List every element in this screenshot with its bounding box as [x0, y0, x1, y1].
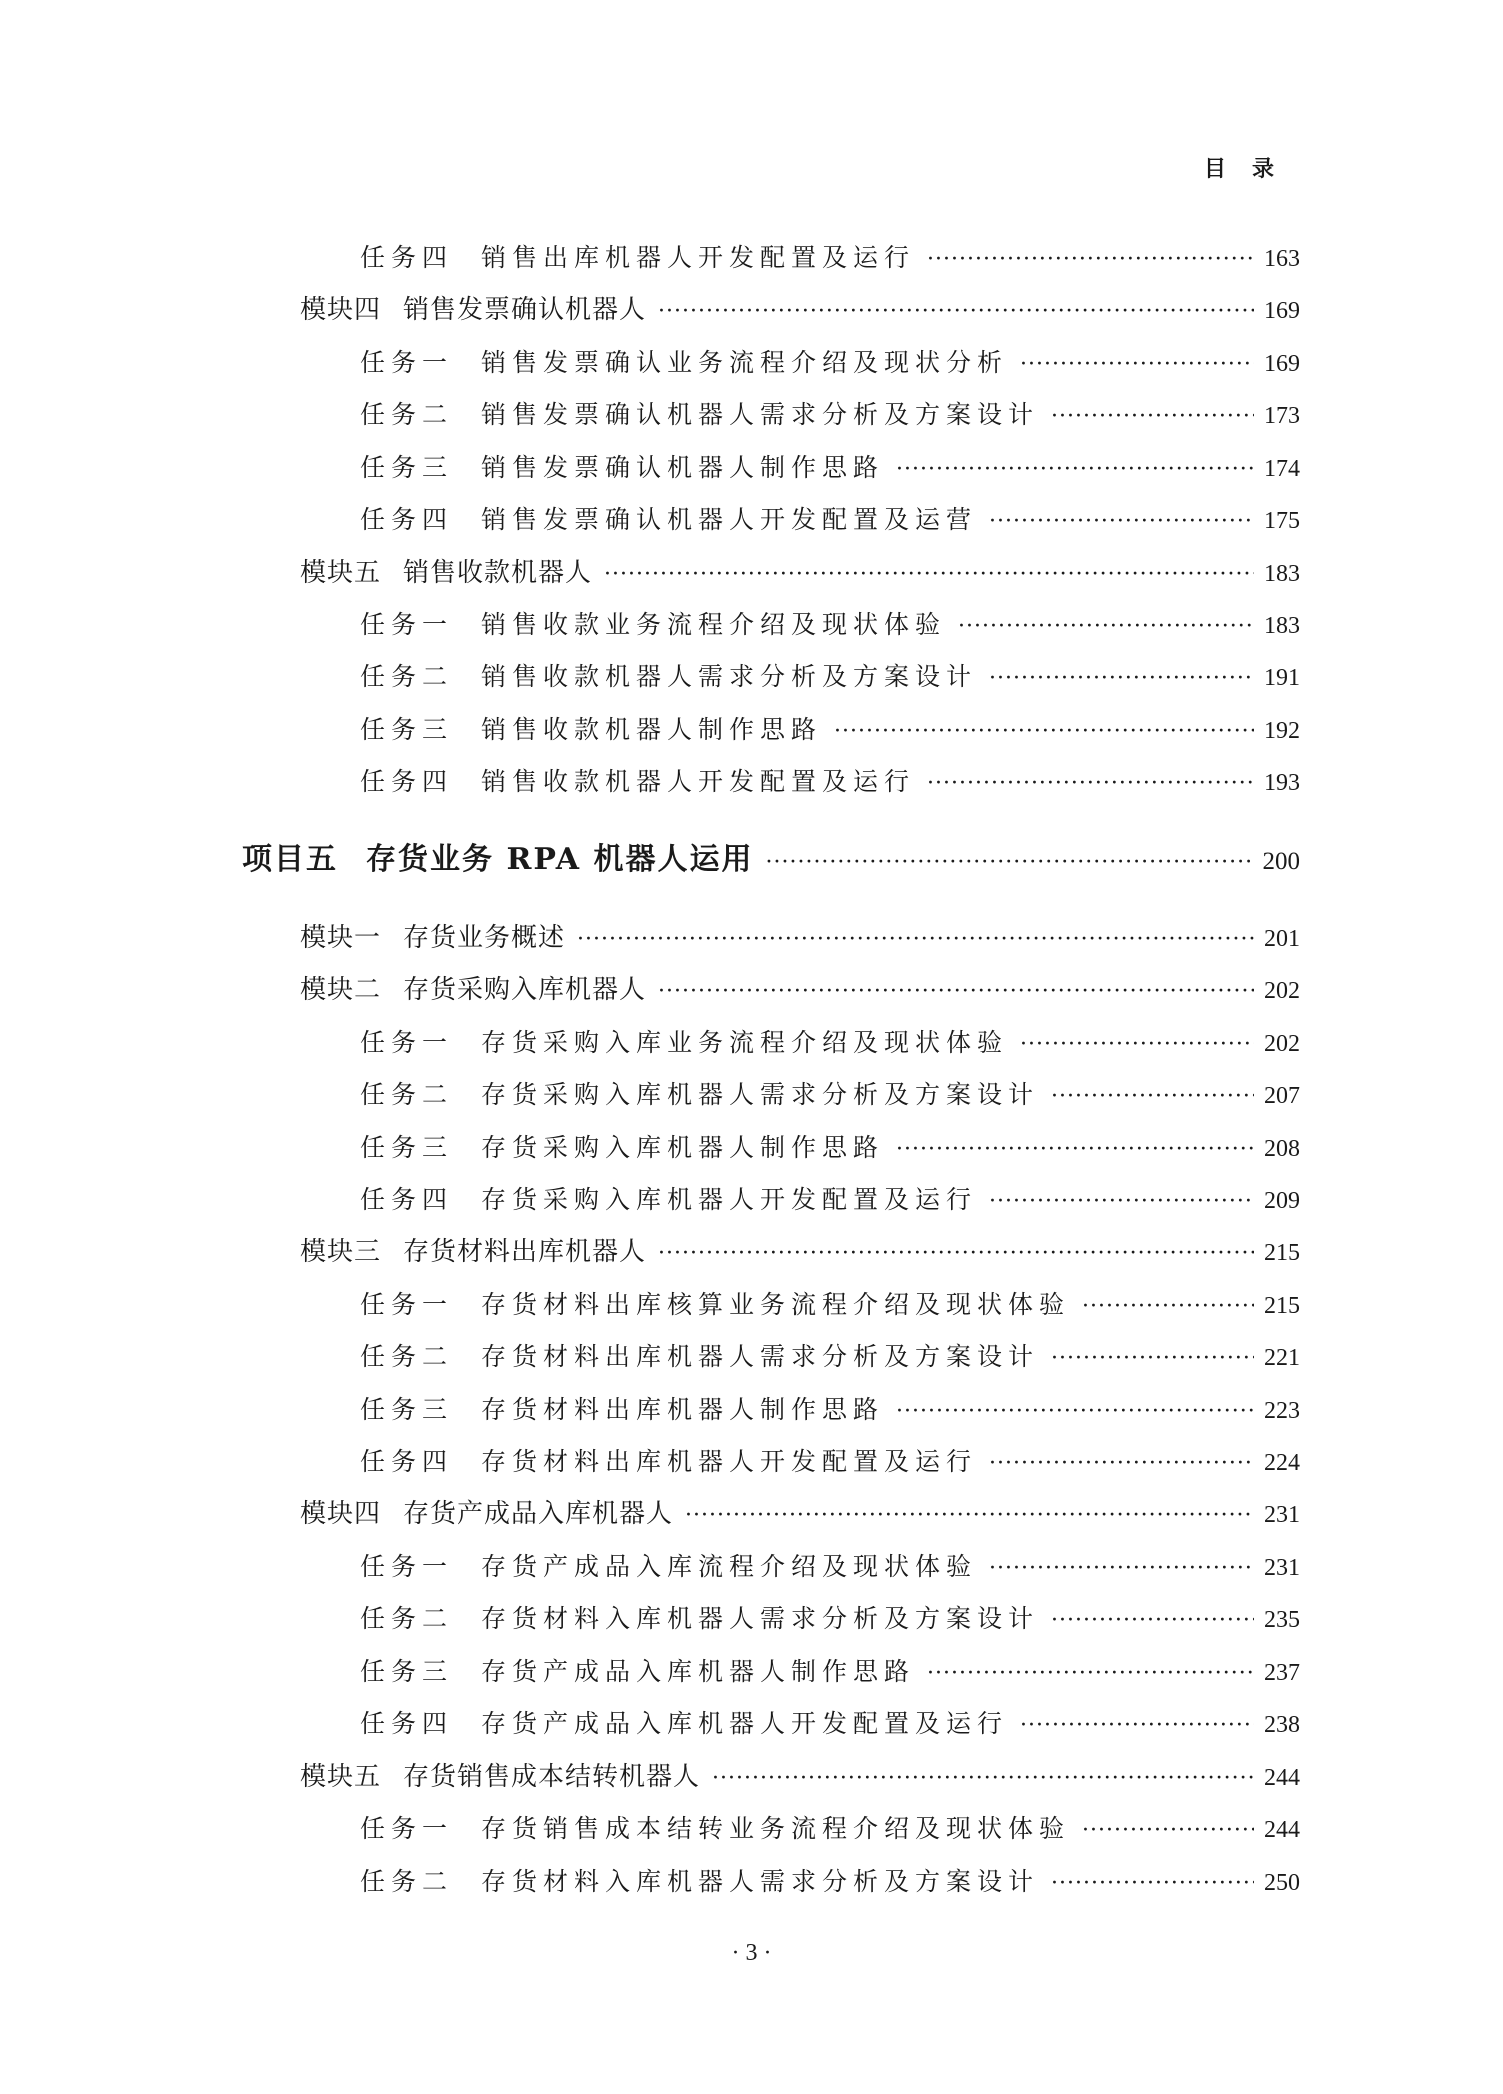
toc-entry-page: 223	[1264, 1398, 1300, 1424]
toc-entry-task	[360, 1390, 1300, 1430]
toc-dot-leader	[989, 659, 1254, 699]
toc-entry-task	[360, 1023, 1300, 1063]
page-number: · 3 ·	[731, 1940, 772, 1966]
toc-entry-task	[360, 762, 1300, 802]
toc-entry-task	[360, 710, 1300, 750]
toc-entry-label: 模块四	[300, 1499, 382, 1529]
toc-entry-label: 项目五	[242, 842, 338, 877]
toc-entry-title: 存货产成品入库流程介绍及现状体验	[481, 1552, 978, 1581]
toc-entry-title: 销售收款机器人开发配置及运行	[481, 767, 916, 796]
toc-dot-leader	[896, 1392, 1254, 1432]
toc-dot-leader	[1051, 1077, 1254, 1117]
toc-entry-page: 201	[1264, 926, 1300, 952]
toc-entry-page: 250	[1264, 1870, 1300, 1896]
toc-entry-task	[360, 1809, 1300, 1849]
toc-entry-page: 209	[1264, 1188, 1300, 1214]
toc-entry-title: 销售发票确认机器人开发配置及运营	[481, 505, 978, 534]
toc-dot-leader	[658, 972, 1254, 1012]
toc-entry-page: 193	[1264, 770, 1300, 796]
toc-dot-leader	[927, 764, 1254, 804]
toc-entry-label: 任务四	[360, 1709, 454, 1738]
toc-entry-title: 存货采购入库机器人制作思路	[481, 1133, 885, 1162]
toc-entry-task	[360, 1075, 1300, 1115]
toc-entry-page: 221	[1264, 1345, 1300, 1371]
toc-entry-title: 存货材料入库机器人需求分析及方案设计	[481, 1604, 1040, 1633]
toc-entry-task	[360, 1442, 1300, 1482]
toc-entry-label: 任务一	[360, 1290, 454, 1319]
toc-entry-page: 244	[1264, 1817, 1300, 1843]
toc-entry-title: 销售发票确认业务流程介绍及现状分析	[481, 348, 1009, 377]
toc-dot-leader	[958, 607, 1254, 647]
toc-dot-leader	[1051, 1339, 1254, 1379]
toc-entry-page: 200	[1262, 848, 1300, 875]
toc-entry-label: 模块五	[300, 558, 382, 588]
toc-dot-leader	[1051, 397, 1254, 437]
toc-entry-title: 存货材料出库机器人	[403, 1237, 647, 1267]
toc-entry-page: 202	[1264, 978, 1300, 1004]
toc-dot-leader	[1020, 345, 1254, 385]
toc-entry-task	[360, 1704, 1300, 1744]
toc-entry-label: 任务四	[360, 1185, 454, 1214]
toc-dot-leader	[1051, 1864, 1254, 1904]
toc-entry-title: 存货材料出库机器人制作思路	[481, 1395, 885, 1424]
toc-dot-leader	[765, 843, 1252, 883]
toc-entry-label: 任务一	[360, 1814, 454, 1843]
toc-entry-label: 任务二	[360, 1867, 454, 1896]
toc-entry-title: 销售出库机器人开发配置及运行	[481, 243, 916, 272]
toc-entry-task	[360, 1337, 1300, 1377]
toc-entry-page: 191	[1264, 665, 1300, 691]
toc-entry-title: 存货销售成本结转机器人	[403, 1762, 701, 1792]
toc-entry-page: 207	[1264, 1083, 1300, 1109]
toc-entry-page: 208	[1264, 1136, 1300, 1162]
toc-dot-leader	[658, 1234, 1254, 1274]
toc-entry-page: 169	[1264, 298, 1300, 324]
toc-dot-leader	[604, 555, 1254, 595]
toc-entry-label: 任务二	[360, 1080, 454, 1109]
toc-entry-title: 存货产成品入库机器人开发配置及运行	[481, 1709, 1009, 1738]
toc-entry-page: 215	[1264, 1293, 1300, 1319]
toc-dot-leader	[989, 1549, 1254, 1589]
toc-entry-page: 238	[1264, 1712, 1300, 1738]
toc-dot-leader	[1082, 1811, 1254, 1851]
toc-dot-leader	[896, 450, 1254, 490]
toc-entry-label: 任务二	[360, 662, 454, 691]
toc-entry-page: 183	[1264, 561, 1300, 587]
toc-entry-title: 存货采购入库机器人开发配置及运行	[481, 1185, 978, 1214]
toc-entry-task	[360, 448, 1300, 488]
toc-entry-page: 235	[1264, 1607, 1300, 1633]
toc-entry-page: 163	[1264, 246, 1300, 272]
toc-entry-page: 169	[1264, 351, 1300, 377]
toc-entry-page: 192	[1264, 718, 1300, 744]
toc-entry-title: 存货材料出库机器人需求分析及方案设计	[481, 1342, 1040, 1371]
toc-entry-task	[360, 1599, 1300, 1639]
toc-dot-leader	[1051, 1601, 1254, 1641]
toc-entry-page: 174	[1264, 456, 1300, 482]
toc-entry-label: 任务一	[360, 610, 454, 639]
toc-entry-task	[360, 1547, 1300, 1587]
toc-entry-label: 任务三	[360, 1133, 454, 1162]
toc-entry-title: 销售收款业务流程介绍及现状体验	[481, 610, 947, 639]
toc-entry-module	[300, 553, 1300, 593]
toc-entry-label: 任务二	[360, 400, 454, 429]
toc-entry-label: 任务三	[360, 453, 454, 482]
toc-entry-label: 模块三	[300, 1237, 382, 1267]
toc-entry-title: 存货材料入库机器人需求分析及方案设计	[481, 1867, 1040, 1896]
toc-dot-leader	[1020, 1706, 1254, 1746]
toc-entry-page: 224	[1264, 1450, 1300, 1476]
toc-entry-label: 任务四	[360, 505, 454, 534]
toc-entry-task	[360, 1128, 1300, 1168]
toc-entry-title: 存货采购入库机器人	[403, 975, 647, 1005]
toc-entry-title: 存货采购入库机器人需求分析及方案设计	[481, 1080, 1040, 1109]
toc-entry-title: 存货材料出库机器人开发配置及运行	[481, 1447, 978, 1476]
toc-dot-leader	[989, 1444, 1254, 1484]
toc-entry-label: 任务三	[360, 1657, 454, 1686]
toc-entry-task	[360, 395, 1300, 435]
toc-entry-title: 存货采购入库业务流程介绍及现状体验	[481, 1028, 1009, 1057]
toc-entry-project	[242, 840, 1300, 880]
toc-entry-title: 销售收款机器人	[403, 558, 593, 588]
toc-entry-task	[360, 238, 1300, 278]
toc-entry-page: 175	[1264, 508, 1300, 534]
toc-entry-label: 任务四	[360, 243, 454, 272]
toc-entry-task	[360, 343, 1300, 383]
toc-entry-page: 215	[1264, 1240, 1300, 1266]
toc-dot-leader	[577, 920, 1254, 960]
toc-entry-label: 任务四	[360, 1447, 454, 1476]
toc-entry-title: 存货产成品入库机器人	[403, 1499, 674, 1529]
toc-entry-task	[360, 1652, 1300, 1692]
toc-entry-label: 任务四	[360, 767, 454, 796]
toc-entry-module	[300, 970, 1300, 1010]
toc-dot-leader	[1020, 1025, 1254, 1065]
toc-entry-title: 存货材料出库核算业务流程介绍及现状体验	[481, 1290, 1071, 1319]
toc-entry-title: 存货业务概述	[403, 923, 566, 953]
toc-dot-leader	[658, 292, 1254, 332]
toc-entry-title: 销售发票确认机器人	[403, 295, 647, 325]
running-head: 目录	[1203, 156, 1300, 182]
toc-entry-task	[360, 605, 1300, 645]
toc-entry-label: 任务一	[360, 348, 454, 377]
toc-dot-leader	[834, 712, 1254, 752]
toc-dot-leader	[927, 1654, 1254, 1694]
toc-entry-label: 模块四	[300, 295, 382, 325]
toc-dot-leader	[712, 1759, 1254, 1799]
toc-entry-title: 销售发票确认机器人需求分析及方案设计	[481, 400, 1040, 429]
toc-entry-task	[360, 1862, 1300, 1902]
toc-dot-leader	[685, 1496, 1254, 1536]
toc-entry-module	[300, 918, 1300, 958]
toc-entry-page: 202	[1264, 1031, 1300, 1057]
toc-dot-leader	[1082, 1287, 1254, 1327]
toc-dot-leader	[896, 1130, 1254, 1170]
toc-entry-task	[360, 1285, 1300, 1325]
toc-entry-title: 销售发票确认机器人制作思路	[481, 453, 885, 482]
toc-entry-title: 存货销售成本结转业务流程介绍及现状体验	[481, 1814, 1071, 1843]
toc-entry-title: 存货业务 RPA 机器人运用	[366, 842, 754, 877]
toc-entry-page: 231	[1264, 1555, 1300, 1581]
toc-entry-label: 任务二	[360, 1604, 454, 1633]
toc-entry-page: 244	[1264, 1765, 1300, 1791]
toc-entry-label: 任务一	[360, 1028, 454, 1057]
toc-entry-module	[300, 290, 1300, 330]
toc-entry-title: 销售收款机器人需求分析及方案设计	[481, 662, 978, 691]
toc-entry-page: 237	[1264, 1660, 1300, 1686]
toc-entry-page: 173	[1264, 403, 1300, 429]
toc-entry-label: 模块二	[300, 975, 382, 1005]
toc-entry-task	[360, 500, 1300, 540]
toc-entry-label: 任务三	[360, 715, 454, 744]
toc-entry-label: 任务一	[360, 1552, 454, 1581]
toc-dot-leader	[989, 1182, 1254, 1222]
toc-entry-task	[360, 1180, 1300, 1220]
toc-entry-title: 销售收款机器人制作思路	[481, 715, 823, 744]
toc-entry-title: 存货产成品入库机器人制作思路	[481, 1657, 916, 1686]
toc-entry-label: 任务二	[360, 1342, 454, 1371]
toc-entry-page: 231	[1264, 1502, 1300, 1528]
toc-entry-page: 183	[1264, 613, 1300, 639]
toc-entry-module	[300, 1757, 1300, 1797]
toc-entry-module	[300, 1494, 1300, 1534]
toc-dot-leader	[989, 502, 1254, 542]
toc-dot-leader	[927, 240, 1254, 280]
toc-entry-label: 任务三	[360, 1395, 454, 1424]
toc-entry-label: 模块五	[300, 1762, 382, 1792]
toc-entry-task	[360, 657, 1300, 697]
toc-entry-module	[300, 1232, 1300, 1272]
toc-entry-label: 模块一	[300, 923, 382, 953]
